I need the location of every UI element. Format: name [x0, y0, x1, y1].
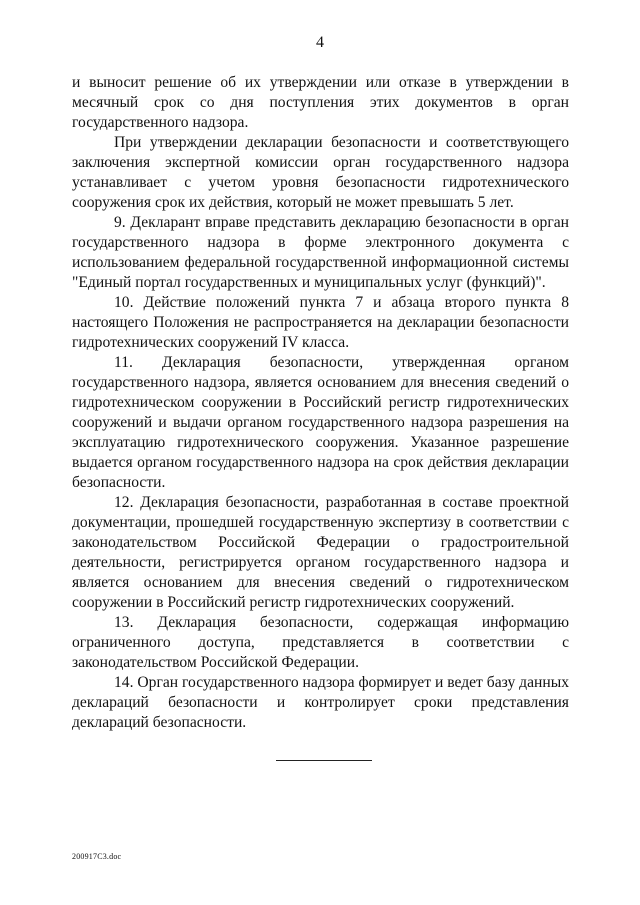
paragraph-approval-term: При утверждении декларации безопасности и соответствующего заключения экспертной комиссии орган государственного надзора устанавливает с учетом уровня безопасности гидротехнического сооружения срок их действия, который не может превышать 5 лет. [72, 134, 569, 211]
paragraph-item-12: 12. Декларация безопасности, разработанная в составе проектной документации, прошедшей государственную экспертизу в соответствии с законодательством Российской Федерации о градостроительной деятельности, регистрируется органом государственного надзора и является основанием для внесения сведений о гидротехническом сооружении в Российский регистр гидротехнических сооружений. [72, 494, 569, 611]
paragraph-item-14: 14. Орган государственного надзора формирует и ведет базу данных деклараций безопасности и контролирует сроки представления деклараций безопасности. [72, 674, 569, 731]
paragraph-item-13: 13. Декларация безопасности, содержащая информацию ограниченного доступа, представляется в соответствии с законодательством Российской Федерации. [72, 614, 569, 671]
paragraph-item-9: 9. Декларант вправе представить декларацию безопасности в орган государственного надзора в форме электронного документа с использованием федеральной государственной информационной системы "Единый портал государственных и муниципальных услуг (функций)". [72, 214, 569, 291]
page-number: 4 [316, 34, 324, 51]
document-body [72, 73, 569, 733]
paragraph-item-11: 11. Декларация безопасности, утвержденная органом государственного надзора, является основанием для внесения сведений о гидротехническом сооружении в Российский регистр гидротехнических сооружений и выдачи органом государственного надзора разрешения на эксплуатацию гидротехнического сооружения. Указанное разрешение выдается органом государственного надзора на срок действия декларации безопасности. [72, 354, 569, 491]
end-separator-line [276, 760, 372, 761]
paragraph-continuation: и выносит решение об их утверждении или отказе в утверждении в месячный срок со дня поступления этих документов в орган государственного надзора. [72, 74, 569, 131]
paragraph-item-10: 10. Действие положений пункта 7 и абзаца второго пункта 8 настоящего Положения не распространяется на декларации безопасности гидротехнических сооружений IV класса. [72, 294, 569, 351]
footer-filename: 200917C3.doc [72, 852, 122, 861]
